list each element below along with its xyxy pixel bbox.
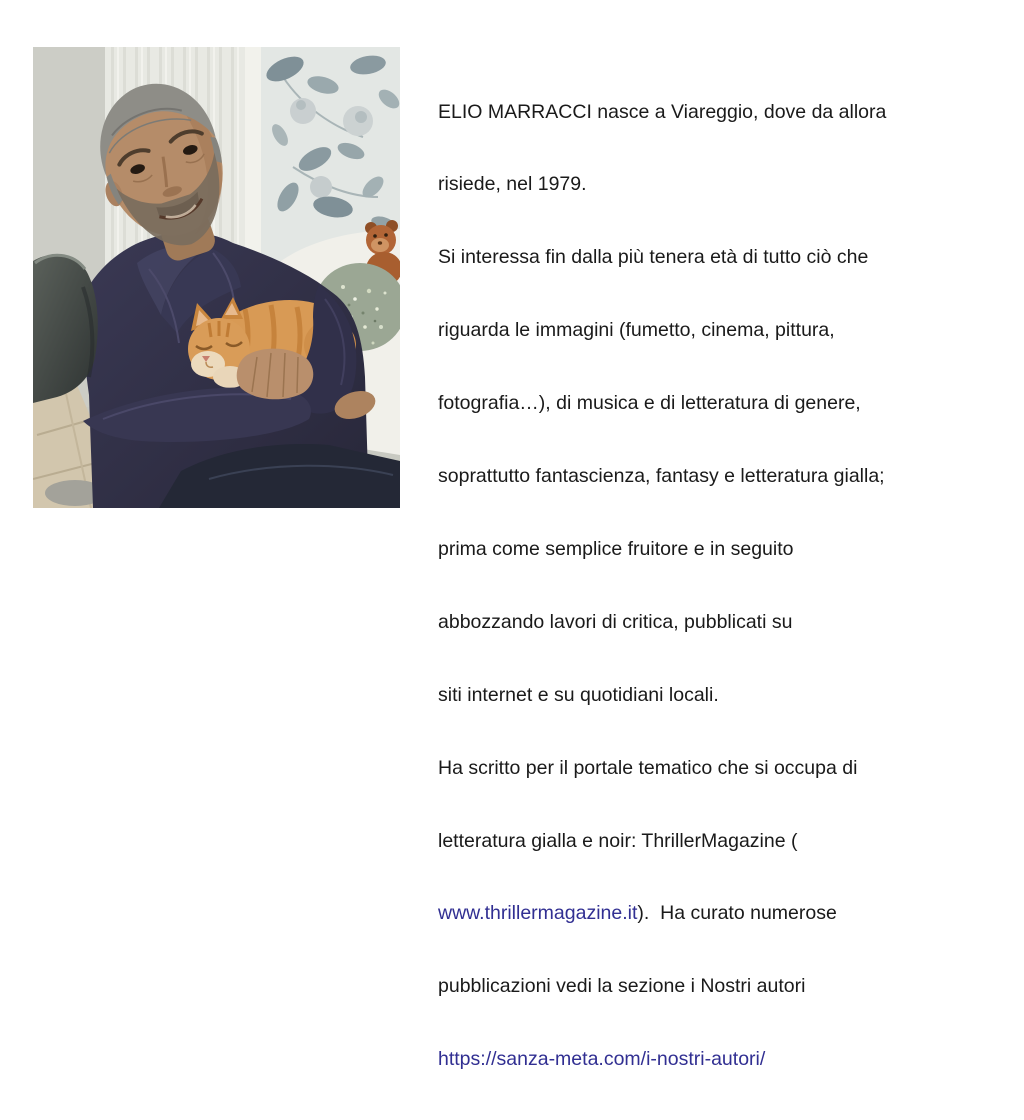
bio-text-segment: fotografia…), di musica e di letteratura di genere, xyxy=(438,392,861,415)
bio-line xyxy=(438,464,1016,488)
bio-text-segment: Si interessa fin dalla più tenera età di tutto ciò che xyxy=(438,246,869,269)
bio-line xyxy=(438,974,1016,998)
bio-text-segment: letteratura gialla e noir: ThrillerMagazine ( xyxy=(438,829,798,852)
bio-line xyxy=(438,100,1016,124)
portrait-photo xyxy=(33,47,400,508)
bio-line xyxy=(438,172,1016,196)
bio-line xyxy=(438,391,1016,415)
bio-line xyxy=(438,1047,1016,1071)
bio-text-segment: soprattutto fantascienza, fantasy e letteratura gialla; xyxy=(438,465,885,488)
bio-line xyxy=(438,829,1016,853)
bio-text-segment: ). Ha curato numerose xyxy=(637,902,837,925)
author-photo xyxy=(33,47,400,508)
bio-line xyxy=(438,756,1016,780)
bio-line xyxy=(438,610,1016,634)
bio-line xyxy=(438,537,1016,561)
thrillermagazine-link[interactable]: www.thrillermagazine.it xyxy=(438,902,638,925)
bio-text xyxy=(438,51,1016,1120)
bio-line xyxy=(438,683,1016,707)
bio-line xyxy=(438,901,1016,925)
bio-line xyxy=(438,245,1016,269)
bio-text-segment: pubblicazioni vedi la sezione i Nostri autori xyxy=(438,975,806,998)
bio-text-segment: riguarda le immagini (fumetto, cinema, pittura, xyxy=(438,319,835,342)
man-hand xyxy=(237,349,314,400)
bio-text-segment: siti internet e su quotidiani locali. xyxy=(438,683,719,706)
bio-text-segment: ELIO MARRACCI nasce a Viareggio, dove da allora xyxy=(438,100,887,123)
bio-line xyxy=(438,318,1016,342)
bio-text-segment: Ha scritto per il portale tematico che si occupa di xyxy=(438,756,858,779)
bio-text-segment: risiede, nel 1979. xyxy=(438,173,587,196)
bio-text-segment: abbozzando lavori di critica, pubblicati su xyxy=(438,610,793,633)
bio-text-segment: prima come semplice fruitore e in seguito xyxy=(438,537,794,560)
sanza-meta-link[interactable]: https://sanza-meta.com/i-nostri-autori/ xyxy=(438,1048,766,1071)
